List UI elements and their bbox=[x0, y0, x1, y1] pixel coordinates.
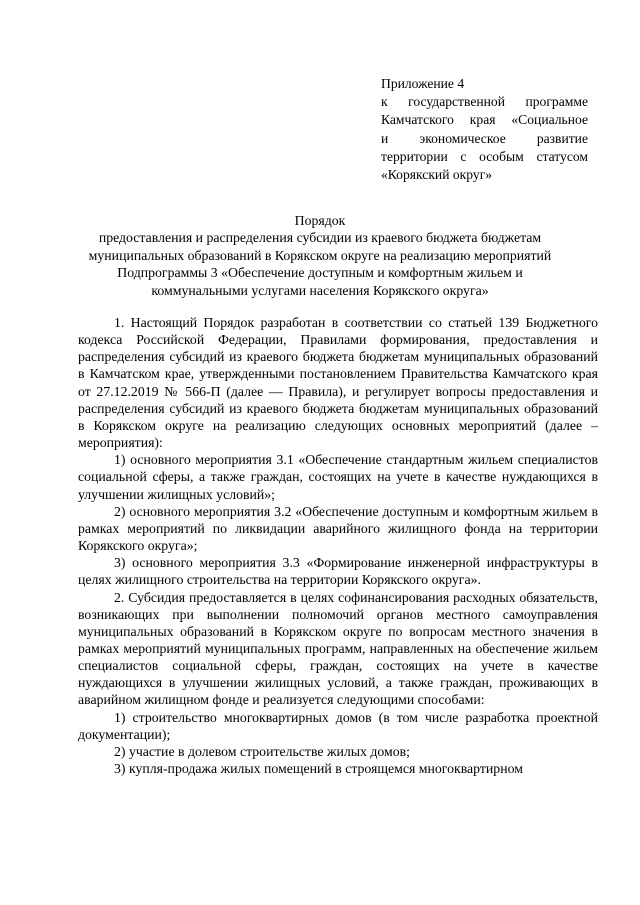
paragraph: 1. Настоящий Порядок разработан в соответствии со статьей 139 Бюджетного кодекса Российской Федерации, Правилами формирования, предоставления и распределения субсидий из краевого бюджета бюджетам муниципальных образований в Камчатском крае, утвержденными постановлением Правительства Камчатского края от 27.12.2019 № 566-П (далее — Правила), и регулирует вопросы предоставления и распределения субсидий из краевого бюджета бюджетам муниципальных образований в Корякском округе на реализацию следующих основных мероприятий (далее – мероприятия): bbox=[78, 315, 598, 451]
paragraph: 3) купля-продажа жилых помещений в строящемся многоквартирном bbox=[114, 761, 523, 777]
paragraph: 2) участие в долевом строительстве жилых домов; bbox=[114, 743, 410, 759]
title-line: коммунальными услугами населения Корякского округа» bbox=[151, 282, 489, 298]
title-line: предоставления и распределения субсидии из краевого бюджета бюджетам bbox=[98, 230, 542, 246]
document-title bbox=[60, 212, 580, 299]
appendix-line: «Корякский округ» bbox=[381, 167, 493, 183]
appendix-line: Камчатского края «Социальное bbox=[381, 112, 588, 128]
title-line: Подпрограммы 3 «Обеспечение доступным и комфортным жильем и bbox=[117, 265, 523, 281]
title-line: муниципальных образований в Корякском округе на реализацию мероприятий bbox=[88, 247, 552, 263]
appendix-line: и экономическое развитие bbox=[381, 130, 588, 146]
appendix-line: к государственной программе bbox=[381, 94, 588, 110]
paragraph: 2) основного мероприятия 3.2 «Обеспечение доступным и комфортным жильем в рамках мероприятий по ликвидации аварийного жилищного фонда на территории Корякского округа»; bbox=[78, 503, 598, 554]
appendix-line: Приложение 4 bbox=[381, 76, 465, 91]
title-heading: Порядок bbox=[294, 213, 346, 228]
paragraph: 1) основного мероприятия 3.1 «Обеспечение стандартным жильем специалистов социальной сферы, а также граждан, состоящих на учете в качестве нуждающихся в улучшении жилищных условий»; bbox=[78, 452, 598, 502]
appendix-header bbox=[381, 75, 588, 184]
paragraph: 3) основного мероприятия 3.3 «Формирование инженерной инфраструктуры в целях жилищного строительства на территории Корякского округа». bbox=[78, 555, 598, 588]
paragraph: 1) строительство многоквартирных домов (в том числе разработка проектной документации); bbox=[78, 709, 598, 742]
document-body bbox=[78, 314, 598, 777]
appendix-line: территории с особым статусом bbox=[381, 148, 588, 164]
paragraph: 2. Субсидия предоставляется в целях софинансирования расходных обязательств, возникающих при выполнении полномочий органов местного самоуправления муниципальных образований в Корякском округе по вопросам местного значения в рамках мероприятий муниципальных программ, направленных на обеспечение жильем специалистов социальной сферы, граждан, состоящих на учете в качестве нуждающихся в улучшении жилищных условий, а также граждан, проживающих в аварийном жилищном фонде и реализуется следующими способами: bbox=[78, 589, 598, 708]
